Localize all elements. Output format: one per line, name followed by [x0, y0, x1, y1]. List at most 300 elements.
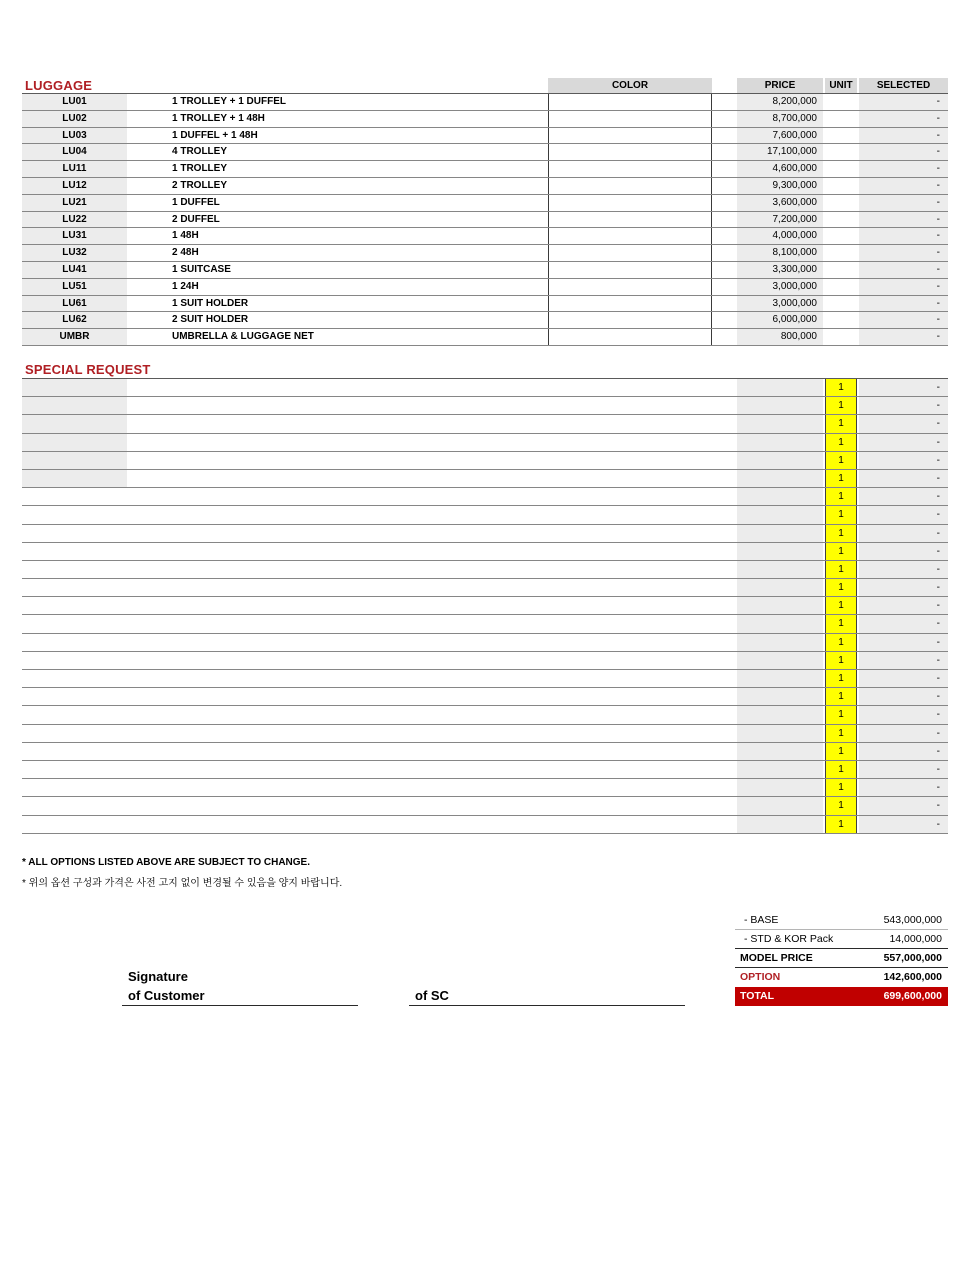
request-price-cell[interactable]: [737, 779, 823, 796]
luggage-row: [22, 329, 948, 346]
request-price-cell[interactable]: [737, 452, 823, 469]
request-price-cell[interactable]: [737, 415, 823, 432]
special-request-row: [22, 488, 948, 506]
option-description: 1 TROLLEY + 1 DUFFEL: [172, 96, 286, 107]
request-unit-cell[interactable]: 1: [825, 816, 857, 833]
special-request-row: [22, 634, 948, 652]
request-code-cell[interactable]: [22, 597, 127, 614]
option-color-cell[interactable]: [548, 212, 712, 228]
request-description-cell[interactable]: [127, 488, 737, 505]
spacer: [712, 228, 737, 244]
model-price-value: 557,000,000: [883, 952, 942, 964]
luggage-row: [22, 212, 948, 229]
option-color-cell[interactable]: [548, 312, 712, 328]
request-price-cell[interactable]: [737, 652, 823, 669]
option-price: 4,600,000: [737, 161, 823, 177]
special-request-row: [22, 506, 948, 524]
spacer: [712, 161, 737, 177]
option-unit-cell[interactable]: [825, 262, 857, 278]
request-selected-cell: -: [859, 634, 948, 651]
spacer: [712, 262, 737, 278]
request-code-cell[interactable]: [22, 452, 127, 469]
option-unit-cell[interactable]: [825, 161, 857, 177]
luggage-row: [22, 111, 948, 128]
option-description: 2 TROLLEY: [172, 179, 228, 191]
option-description: 1 SUITCASE: [172, 263, 231, 275]
option-color-cell[interactable]: [548, 279, 712, 295]
request-unit-cell[interactable]: 1: [825, 797, 857, 814]
request-selected-cell: -: [859, 670, 948, 687]
spacer: [712, 178, 737, 194]
request-unit-cell[interactable]: 1: [825, 579, 857, 596]
option-code: LU03: [22, 128, 127, 144]
luggage-row: [22, 195, 948, 212]
request-price-cell[interactable]: [737, 488, 823, 505]
summary-row-option: [735, 968, 948, 987]
request-price-cell[interactable]: [737, 761, 823, 778]
option-unit-cell[interactable]: [825, 312, 857, 328]
request-code-cell[interactable]: [22, 706, 127, 723]
option-total-label: OPTION: [740, 971, 781, 983]
request-code-cell[interactable]: [22, 543, 127, 560]
request-unit-cell[interactable]: 1: [825, 543, 857, 560]
request-description-cell[interactable]: [127, 670, 737, 687]
option-total-value: 142,600,000: [883, 971, 942, 983]
option-description: 2 DUFFEL: [172, 213, 220, 225]
special-request-row: [22, 452, 948, 470]
request-description-cell[interactable]: [127, 579, 737, 596]
option-code: LU41: [22, 262, 127, 278]
request-code-cell[interactable]: [22, 779, 127, 796]
request-description-cell[interactable]: [127, 415, 737, 432]
option-unit-cell[interactable]: [825, 245, 857, 261]
request-selected-cell: -: [859, 761, 948, 778]
request-unit-cell[interactable]: 1: [825, 434, 857, 451]
request-selected-cell: -: [859, 525, 948, 542]
option-unit-cell[interactable]: [825, 329, 857, 345]
option-price: 17,100,000: [737, 144, 823, 160]
option-price: 8,200,000: [737, 94, 823, 110]
request-unit-cell[interactable]: 1: [825, 506, 857, 523]
price-summary: [735, 911, 948, 1006]
request-selected-cell: -: [859, 488, 948, 505]
request-code-cell[interactable]: [22, 397, 127, 414]
request-description-cell[interactable]: [127, 434, 737, 451]
luggage-row: [22, 245, 948, 262]
spacer: [712, 78, 737, 93]
request-unit-cell[interactable]: 1: [825, 688, 857, 705]
option-code: LU22: [22, 212, 127, 228]
special-request-row: [22, 706, 948, 724]
request-price-cell[interactable]: [737, 543, 823, 560]
std-kor-pack-value: 14,000,000: [889, 933, 942, 945]
request-price-cell[interactable]: [737, 379, 823, 396]
special-request-table: [22, 379, 948, 834]
option-price: 7,600,000: [737, 128, 823, 144]
request-unit-cell[interactable]: 1: [825, 670, 857, 687]
option-unit-cell[interactable]: [825, 128, 857, 144]
luggage-row: [22, 312, 948, 329]
spacer: [712, 111, 737, 127]
option-price: 4,000,000: [737, 228, 823, 244]
base-value: 543,000,000: [883, 914, 942, 926]
grand-total-value: 699,600,000: [883, 990, 942, 1002]
special-request-row: [22, 470, 948, 488]
spacer: [712, 128, 737, 144]
request-unit-cell[interactable]: 1: [825, 725, 857, 742]
luggage-row: [22, 161, 948, 178]
option-unit-cell[interactable]: [825, 111, 857, 127]
std-kor-pack-label: - STD & KOR Pack: [744, 933, 834, 945]
request-price-cell[interactable]: [737, 634, 823, 651]
luggage-section: [22, 78, 948, 346]
request-unit-cell[interactable]: 1: [825, 634, 857, 651]
request-price-cell[interactable]: [737, 725, 823, 742]
request-price-cell[interactable]: [737, 797, 823, 814]
special-request-row: [22, 797, 948, 815]
request-description-cell[interactable]: [127, 506, 737, 523]
special-request-row: [22, 615, 948, 633]
request-description-cell[interactable]: [127, 525, 737, 542]
luggage-table: [22, 94, 948, 346]
request-selected-cell: -: [859, 597, 948, 614]
option-selected-cell: -: [859, 329, 948, 345]
option-color-cell[interactable]: [548, 329, 712, 345]
request-unit-cell[interactable]: 1: [825, 415, 857, 432]
option-code: LU21: [22, 195, 127, 211]
request-price-cell[interactable]: [737, 816, 823, 833]
special-request-row: [22, 743, 948, 761]
request-code-cell[interactable]: [22, 434, 127, 451]
option-selected-cell: -: [859, 178, 948, 194]
special-request-row: [22, 379, 948, 397]
request-code-cell[interactable]: [22, 743, 127, 760]
option-color-cell[interactable]: [548, 195, 712, 211]
price-column-header: PRICE: [737, 78, 823, 93]
option-color-cell[interactable]: [548, 94, 712, 110]
request-code-cell[interactable]: [22, 615, 127, 632]
option-description: 1 TROLLEY + 1 48H: [172, 112, 265, 124]
spacer: [712, 245, 737, 261]
sc-signature-line[interactable]: of SC: [409, 986, 685, 1006]
luggage-row: [22, 178, 948, 195]
request-unit-cell[interactable]: 1: [825, 779, 857, 796]
request-unit-cell[interactable]: 1: [825, 452, 857, 469]
request-selected-cell: -: [859, 652, 948, 669]
special-request-row: [22, 415, 948, 433]
request-selected-cell: -: [859, 470, 948, 487]
request-code-cell[interactable]: [22, 415, 127, 432]
option-description: 1 24H: [172, 280, 199, 292]
option-code: LU04: [22, 144, 127, 160]
request-selected-cell: -: [859, 434, 948, 451]
request-price-cell[interactable]: [737, 688, 823, 705]
option-selected-cell: -: [859, 161, 948, 177]
request-description-cell[interactable]: [127, 543, 737, 560]
option-description: 1 DUFFEL: [172, 196, 220, 208]
option-selected-cell: -: [859, 262, 948, 278]
request-description-cell[interactable]: [127, 816, 737, 833]
option-code: LU32: [22, 245, 127, 261]
option-color-cell[interactable]: [548, 262, 712, 278]
special-request-row: [22, 579, 948, 597]
option-code: LU02: [22, 111, 127, 127]
request-code-cell[interactable]: [22, 379, 127, 396]
request-selected-cell: -: [859, 379, 948, 396]
luggage-section-title: LUGGAGE: [25, 78, 93, 93]
request-code-cell[interactable]: [22, 688, 127, 705]
option-price: 3,000,000: [737, 279, 823, 295]
summary-row-model-price: [735, 949, 948, 968]
request-selected-cell: -: [859, 743, 948, 760]
base-label: - BASE: [744, 914, 779, 926]
request-code-cell[interactable]: [22, 561, 127, 578]
option-selected-cell: -: [859, 312, 948, 328]
request-code-cell[interactable]: [22, 525, 127, 542]
request-selected-cell: -: [859, 688, 948, 705]
request-description-cell[interactable]: [127, 452, 737, 469]
request-selected-cell: -: [859, 706, 948, 723]
request-unit-cell[interactable]: 1: [825, 706, 857, 723]
option-code: UMBR: [22, 329, 127, 345]
special-request-row: [22, 725, 948, 743]
request-description-cell[interactable]: [127, 561, 737, 578]
option-color-cell[interactable]: [548, 178, 712, 194]
option-price: 8,700,000: [737, 111, 823, 127]
option-color-cell[interactable]: [548, 161, 712, 177]
option-description: 1 SUIT HOLDER: [172, 297, 249, 309]
option-unit-cell[interactable]: [825, 94, 857, 110]
option-selected-cell: -: [859, 128, 948, 144]
option-selected-cell: -: [859, 228, 948, 244]
request-price-cell[interactable]: [737, 597, 823, 614]
luggage-header-row: [22, 78, 948, 94]
option-price: 3,600,000: [737, 195, 823, 211]
summary-row-grand-total: [735, 987, 948, 1006]
request-code-cell[interactable]: [22, 634, 127, 651]
spacer: [712, 94, 737, 110]
option-price: 6,000,000: [737, 312, 823, 328]
spacer: [712, 144, 737, 160]
request-price-cell[interactable]: [737, 397, 823, 414]
request-selected-cell: -: [859, 779, 948, 796]
option-unit-cell[interactable]: [825, 144, 857, 160]
request-code-cell[interactable]: [22, 816, 127, 833]
luggage-row: [22, 228, 948, 245]
request-unit-cell[interactable]: 1: [825, 761, 857, 778]
option-color-cell[interactable]: [548, 144, 712, 160]
spacer: [712, 212, 737, 228]
request-description-cell[interactable]: [127, 797, 737, 814]
request-unit-cell[interactable]: 1: [825, 743, 857, 760]
option-unit-cell[interactable]: [825, 178, 857, 194]
option-unit-cell[interactable]: [825, 212, 857, 228]
unit-column-header: UNIT: [825, 78, 857, 93]
option-color-cell[interactable]: [548, 228, 712, 244]
option-description: 2 48H: [172, 247, 199, 259]
option-code: LU11: [22, 161, 127, 177]
request-code-cell[interactable]: [22, 652, 127, 669]
option-code: LU61: [22, 296, 127, 312]
luggage-row: [22, 94, 948, 111]
option-selected-cell: -: [859, 195, 948, 211]
request-selected-cell: -: [859, 506, 948, 523]
option-selected-cell: -: [859, 296, 948, 312]
footnote-english: * ALL OPTIONS LISTED ABOVE ARE SUBJECT TO CHANGE.: [22, 857, 310, 868]
request-price-cell[interactable]: [737, 506, 823, 523]
option-unit-cell[interactable]: [825, 296, 857, 312]
request-price-cell[interactable]: [737, 579, 823, 596]
option-selected-cell: -: [859, 94, 948, 110]
request-unit-cell[interactable]: 1: [825, 525, 857, 542]
request-selected-cell: -: [859, 561, 948, 578]
option-color-cell[interactable]: [548, 245, 712, 261]
option-price: 8,100,000: [737, 245, 823, 261]
option-selected-cell: -: [859, 144, 948, 160]
special-request-section-title: SPECIAL REQUEST: [25, 362, 151, 377]
request-code-cell[interactable]: [22, 761, 127, 778]
request-price-cell[interactable]: [737, 525, 823, 542]
special-request-row: [22, 761, 948, 779]
special-request-row: [22, 652, 948, 670]
request-selected-cell: -: [859, 797, 948, 814]
option-description: 1 DUFFEL + 1 48H: [172, 129, 258, 141]
option-selected-cell: -: [859, 212, 948, 228]
request-code-cell[interactable]: [22, 725, 127, 742]
option-unit-cell[interactable]: [825, 228, 857, 244]
option-selected-cell: -: [859, 111, 948, 127]
spacer: [712, 279, 737, 295]
request-code-cell[interactable]: [22, 506, 127, 523]
request-price-cell[interactable]: [737, 670, 823, 687]
color-column-header: COLOR: [548, 78, 712, 93]
request-selected-cell: -: [859, 452, 948, 469]
request-unit-cell[interactable]: 1: [825, 397, 857, 414]
option-code: LU51: [22, 279, 127, 295]
request-description-cell[interactable]: [127, 779, 737, 796]
special-request-row: [22, 397, 948, 415]
special-request-section: [22, 362, 948, 834]
special-request-row: [22, 525, 948, 543]
request-price-cell[interactable]: [737, 615, 823, 632]
option-description: 1 48H: [172, 230, 199, 242]
request-unit-cell[interactable]: 1: [825, 379, 857, 396]
request-description-cell[interactable]: [127, 597, 737, 614]
option-selected-cell: -: [859, 279, 948, 295]
request-selected-cell: -: [859, 615, 948, 632]
option-description: 2 SUIT HOLDER: [172, 314, 249, 326]
request-price-cell[interactable]: [737, 434, 823, 451]
request-unit-cell[interactable]: 1: [825, 561, 857, 578]
summary-row-std-kor-pack: [735, 930, 948, 949]
option-color-cell[interactable]: [548, 111, 712, 127]
spacer: [712, 296, 737, 312]
request-selected-cell: -: [859, 816, 948, 833]
request-selected-cell: -: [859, 415, 948, 432]
request-description-cell[interactable]: [127, 761, 737, 778]
option-price: 3,000,000: [737, 296, 823, 312]
request-code-cell[interactable]: [22, 470, 127, 487]
request-code-cell[interactable]: [22, 488, 127, 505]
request-description-cell[interactable]: [127, 652, 737, 669]
option-price: 9,300,000: [737, 178, 823, 194]
special-request-row: [22, 543, 948, 561]
special-request-row: [22, 779, 948, 797]
special-request-row: [22, 816, 948, 834]
option-selected-cell: -: [859, 245, 948, 261]
special-request-header-row: [22, 362, 948, 379]
request-selected-cell: -: [859, 397, 948, 414]
option-color-cell[interactable]: [548, 128, 712, 144]
option-description: 4 TROLLEY: [172, 146, 228, 158]
request-description-cell[interactable]: [127, 470, 737, 487]
request-price-cell[interactable]: [737, 561, 823, 578]
request-description-cell[interactable]: [127, 688, 737, 705]
request-unit-cell[interactable]: 1: [825, 597, 857, 614]
model-price-label: MODEL PRICE: [740, 952, 813, 964]
signature-label: Signature: [128, 969, 188, 984]
request-code-cell[interactable]: [22, 670, 127, 687]
request-description-cell[interactable]: [127, 397, 737, 414]
request-code-cell[interactable]: [22, 797, 127, 814]
summary-row-base: [735, 911, 948, 930]
request-description-cell[interactable]: [127, 706, 737, 723]
special-request-row: [22, 561, 948, 579]
request-description-cell[interactable]: [127, 379, 737, 396]
option-description: 1 TROLLEY: [172, 163, 228, 175]
footnotes: [22, 856, 342, 891]
option-price: 800,000: [737, 329, 823, 345]
grand-total-label: TOTAL: [740, 990, 775, 1002]
option-description: UMBRELLA & LUGGAGE NET: [172, 331, 314, 343]
option-unit-cell[interactable]: [825, 279, 857, 295]
luggage-row: [22, 262, 948, 279]
request-description-cell[interactable]: [127, 743, 737, 760]
request-unit-cell[interactable]: 1: [825, 488, 857, 505]
request-description-cell[interactable]: [127, 634, 737, 651]
luggage-row: [22, 144, 948, 161]
option-color-cell[interactable]: [548, 296, 712, 312]
request-unit-cell[interactable]: 1: [825, 652, 857, 669]
request-selected-cell: -: [859, 579, 948, 596]
option-code: LU62: [22, 312, 127, 328]
request-price-cell[interactable]: [737, 706, 823, 723]
request-code-cell[interactable]: [22, 579, 127, 596]
special-request-row: [22, 688, 948, 706]
special-request-row: [22, 434, 948, 452]
luggage-row: [22, 128, 948, 145]
option-code: LU12: [22, 178, 127, 194]
spacer: [712, 312, 737, 328]
selected-column-header: SELECTED: [859, 78, 948, 93]
request-selected-cell: -: [859, 543, 948, 560]
special-request-row: [22, 670, 948, 688]
customer-signature-line[interactable]: of Customer: [122, 986, 358, 1006]
request-price-cell[interactable]: [737, 743, 823, 760]
spacer: [712, 329, 737, 345]
luggage-row: [22, 296, 948, 313]
luggage-row: [22, 279, 948, 296]
option-unit-cell[interactable]: [825, 195, 857, 211]
request-description-cell[interactable]: [127, 615, 737, 632]
request-unit-cell[interactable]: 1: [825, 615, 857, 632]
option-price: 3,300,000: [737, 262, 823, 278]
special-request-row: [22, 597, 948, 615]
request-price-cell[interactable]: [737, 470, 823, 487]
request-unit-cell[interactable]: 1: [825, 470, 857, 487]
option-price: 7,200,000: [737, 212, 823, 228]
request-description-cell[interactable]: [127, 725, 737, 742]
